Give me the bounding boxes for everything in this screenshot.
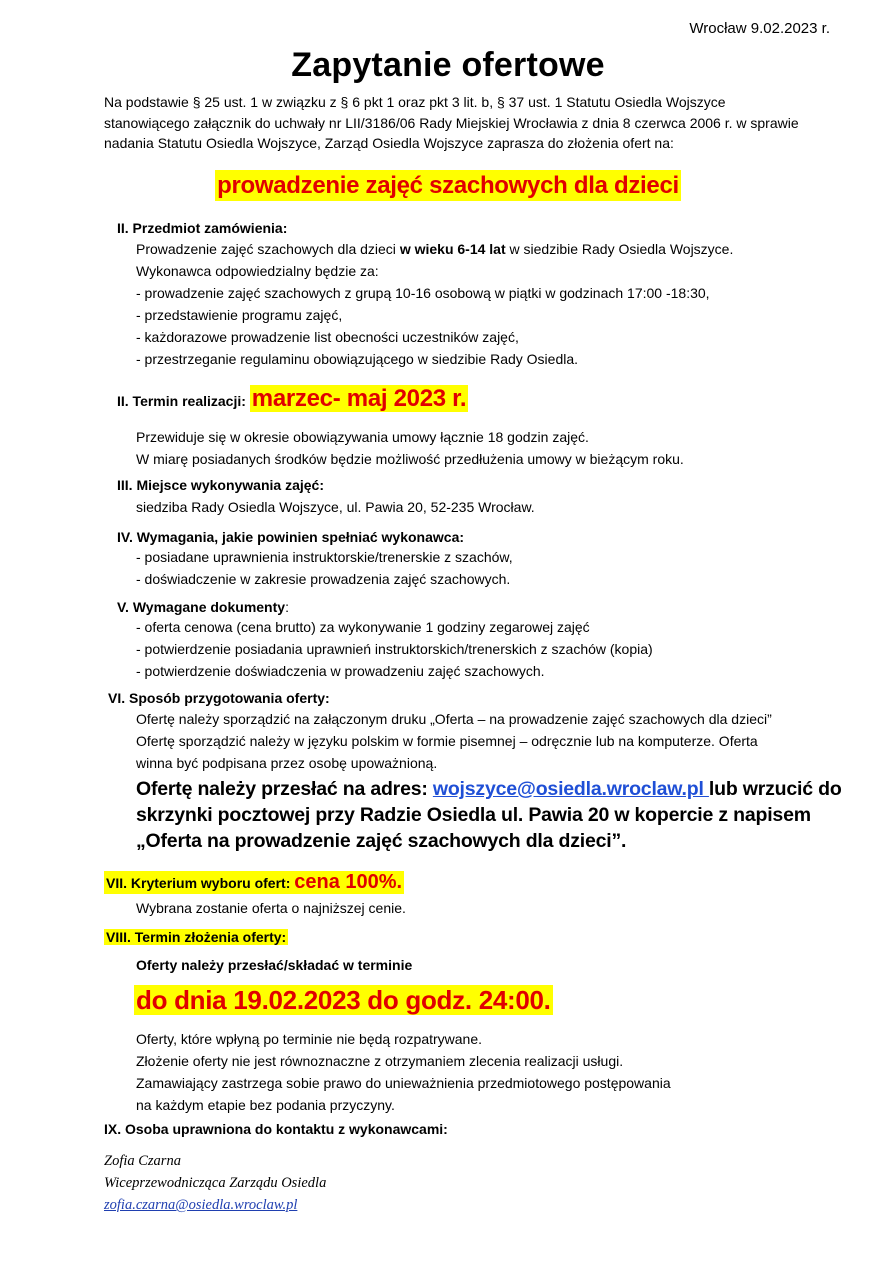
list-item: - przestrzeganie regulaminu obowiązującego w siedzibie Rady Osiedla. [136,351,579,367]
term-value: marzec- maj 2023 r. [251,385,467,412]
section-subject-heading: II. Przedmiot zamówienia: [117,220,288,236]
section-criterion-body: Wybrana zostanie oferta o najniższej cenie. [136,900,406,916]
document-title: Zapytanie ofertowe [291,46,605,84]
contact-email-link[interactable]: zofia.czarna@osiedla.wroclaw.pl [104,1197,298,1213]
list-item: - doświadczenie w zakresie prowadzenia zajęć szachowych. [136,571,511,587]
section-place-body: siedziba Rady Osiedla Wojszyce, ul. Pawia 20, 52-235 Wrocław. [136,499,535,515]
list-item: - przedstawienie programu zajęć, [136,307,343,323]
deadline-banner [134,985,553,1016]
section-term-body: Przewiduje się w okresie obowiązywania umowy łącznie 18 godzin zajęć. W miarę posiadanych środków będzie możliwość przedłużenia umowy w bieżącym roku. [136,429,684,467]
section-deadline-heading: VIII. Termin złożenia oferty: [106,929,287,945]
section-subject-body [136,238,846,370]
section-requirements-body [136,546,846,590]
age-range: w wieku 6-14 lat [399,241,506,257]
subject-banner [0,172,896,200]
contact-name: Zofia Czarna [104,1153,181,1169]
list-item: - potwierdzenie doświadczenia w prowadzeniu zajęć szachowych. [136,663,545,679]
section-requirements-heading: IV. Wymagania, jakie powinien spełniać wykonawca: [117,529,465,545]
deadline-value: do dnia 19.02.2023 do godz. 24:00. [136,985,551,1015]
contact-block [104,1150,326,1216]
section-preparation-body: Ofertę należy sporządzić na załączonym druku „Oferta – na prowadzenie zajęć szachowych dla dzieci” Ofertę sporządzić należy w języku polskim w formie pisemnej – odręcznie lub na komputerze. Oferta winna być podpisana przez osobę upoważnioną. [136,711,772,771]
send-instruction: Ofertę należy przesłać na adres: wojszyce@osiedla.wroclaw.pl lub wrzucić do skrzynki pocztowej przy Radzie Osiedla ul. Pawia 20 w kopercie z napisem „Oferta na prowadzenie zajęć szachowych dla dzieci”. [136,778,842,852]
deadline-subheading: Oferty należy przesłać/składać w terminie [136,957,413,973]
section-preparation-heading: VI. Sposób przygotowania oferty: [108,690,330,706]
section-contact-heading: IX. Osoba uprawniona do kontaktu z wykonawcami: [104,1121,448,1137]
intro-paragraph: Na podstawie § 25 ust. 1 w związku z § 6 pkt 1 oraz pkt 3 lit. b, § 37 ust. 1 Statutu Osiedla Wojszyce stanowiącego załącznik do uchwały nr LII/3186/06 Rady Miejskiej Wrocławia z dnia 8 czerwca 2006 r. w sprawie nadania Statutu Osiedla Wojszyce, Zarząd Osiedla Wojszyce zaprasza do złożenia ofert na: [104,94,799,151]
list-item: Wykonawca odpowiedzialny będzie za: [136,263,379,279]
list-item: - prowadzenie zajęć szachowych z grupą 10-16 osobową w piątki w godzinach 17:00 -18:30, [136,285,710,301]
list-item: - potwierdzenie posiadania uprawnień instruktorskich/trenerskich z szachów (kopia) [136,641,653,657]
subject-banner-text: prowadzenie zajęć szachowych dla dzieci [217,172,679,199]
document-date: Wrocław 9.02.2023 r. [689,20,830,37]
contact-role: Wiceprzewodnicząca Zarządu Osiedla [104,1175,327,1191]
section-place-heading: III. Miejsce wykonywania zajęć: [117,477,324,493]
section-documents-body [136,616,846,682]
section-criterion-heading: VII. Kryterium wyboru ofert: cena 100%. [106,871,403,893]
list-item: - każdorazowe prowadzenie list obecności uczestników zajęć, [136,329,519,345]
office-email-link[interactable]: wojszyce@osiedla.wroclaw.pl [432,778,709,800]
section-documents-heading: V. Wymagane dokumenty: [117,599,289,615]
list-item: - oferta cenowa (cena brutto) za wykonywanie 1 godziny zegarowej zajęć [136,619,590,635]
section-term-heading: II. Termin realizacji: marzec- maj 2023 r. [117,385,467,412]
criterion-value: cena 100%. [294,871,403,893]
subject-line: Prowadzenie zajęć szachowych dla dzieci w wieku 6-14 lat w siedzibie Rady Osiedla Wojszyce. [136,241,734,257]
list-item: - posiadane uprawnienia instruktorskie/trenerskie z szachów, [136,549,513,565]
section-deadline-body: Oferty, które wpłyną po terminie nie będą rozpatrywane. Złożenie oferty nie jest równoznaczne z otrzymaniem zlecenia realizacji usługi. Zamawiający zastrzega sobie prawo do unieważnienia przedmiotowego postępowania na każdym etapie bez podania przyczyny. [136,1031,671,1113]
